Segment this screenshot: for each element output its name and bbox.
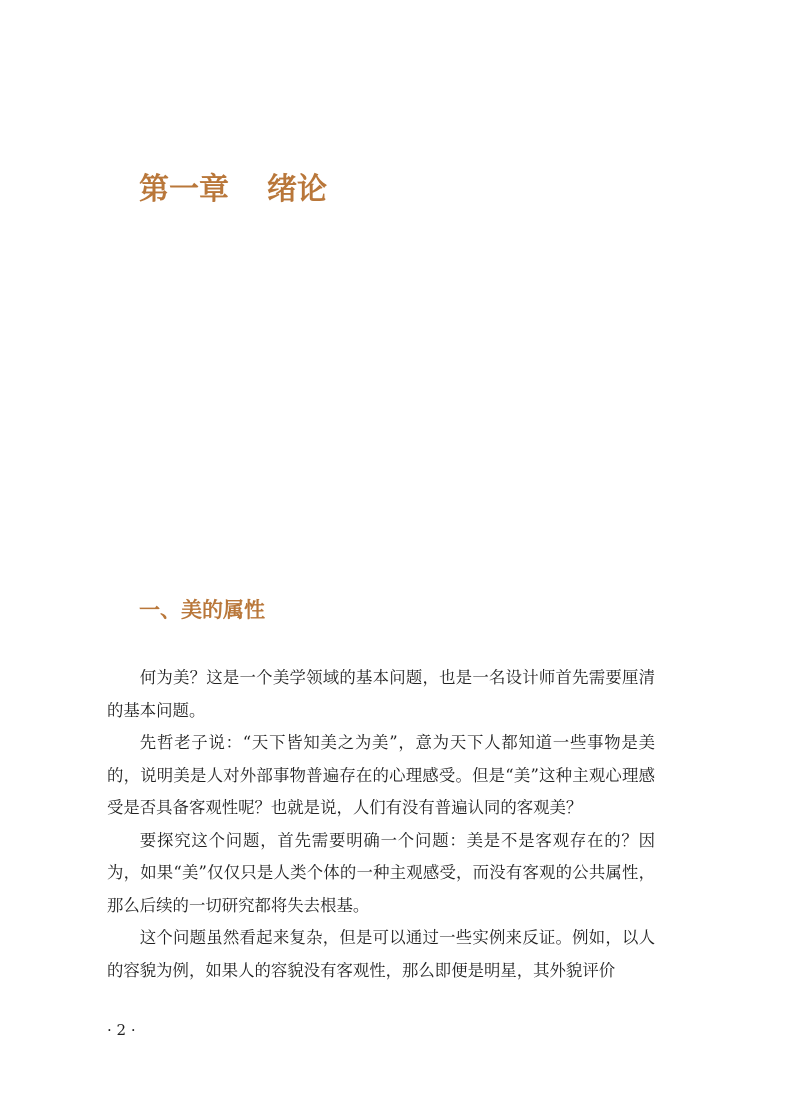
paragraph: 先哲老子说：“天下皆知美之为美”，意为天下人都知道一些事物是美的，说明美是人对外部事物普遍存在的心理感受。但是“美”这种主观心理感受是否具备客观性呢？也就是说，人们有没有普遍认同的客观美？ <box>107 733 655 817</box>
section-title: 一、美的属性 <box>139 598 265 622</box>
chapter-number-label: 第一章 <box>139 172 229 207</box>
body-text <box>107 662 655 987</box>
chapter-name: 绪论 <box>267 172 327 207</box>
paragraph: 这个问题虽然看起来复杂，但是可以通过一些实例来反证。例如，以人的容貌为例，如果人的容貌没有客观性，那么即便是明星，其外貌评价 <box>107 928 655 980</box>
chapter-title <box>139 168 327 212</box>
page-number: · 2 · <box>107 1021 136 1039</box>
paragraph: 要探究这个问题，首先需要明确一个问题：美是不是客观存在的？因为，如果“美”仅仅只是人类个体的一种主观感受，而没有客观的公共属性，那么后续的一切研究都将失去根基。 <box>107 830 655 915</box>
paragraph: 何为美？这是一个美学领域的基本问题，也是一名设计师首先需要厘清的基本问题。 <box>107 668 655 720</box>
